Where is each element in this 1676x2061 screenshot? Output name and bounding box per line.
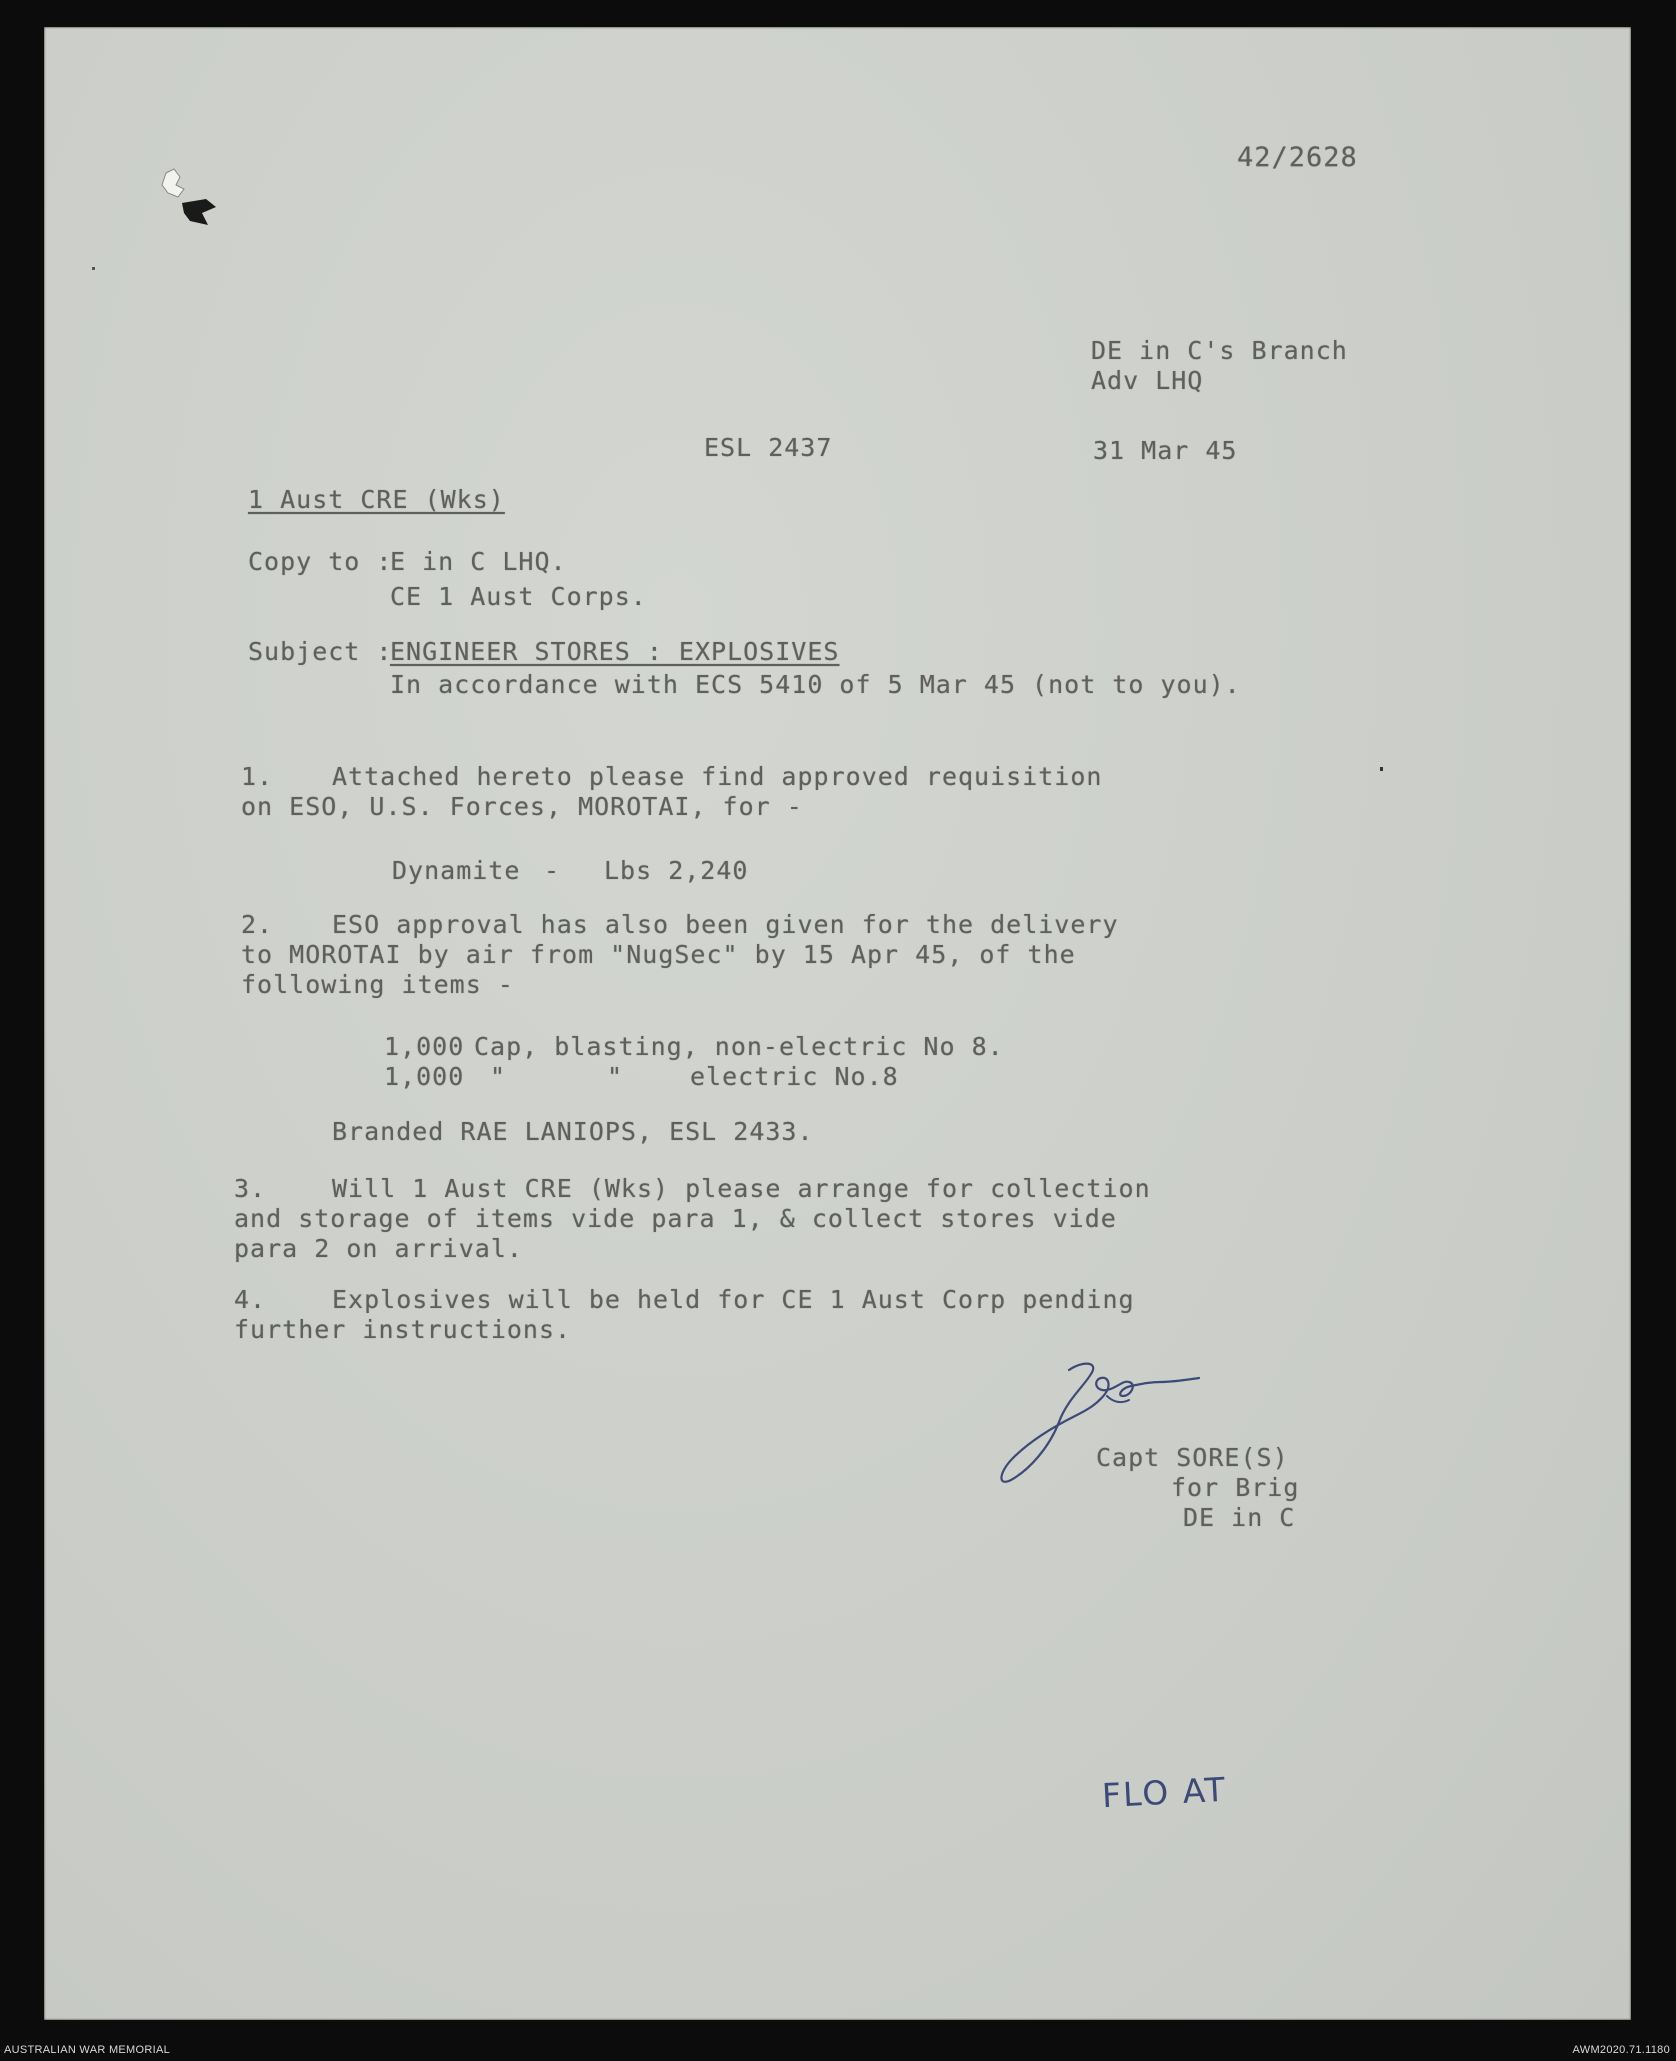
para-2-line-3: following items - (241, 970, 514, 999)
signatory-name: Capt SORE(S) (1096, 1443, 1289, 1472)
item-dynamite-dash: - (544, 856, 561, 885)
document-reference: ESL 2437 (704, 433, 833, 462)
copy-to-recipient-2: CE 1 Aust Corps. (390, 582, 647, 611)
signatory-title: DE in C (1183, 1503, 1296, 1532)
sender-branch: DE in C's Branch (1091, 336, 1348, 365)
para-4-line-1: Explosives will be held for CE 1 Aust Corp pending (332, 1285, 1135, 1314)
ink-speck (1380, 767, 1383, 771)
item-caps-electric-quantity: 1,000 (384, 1062, 465, 1091)
copy-to-label: Copy to : (248, 547, 393, 576)
item-caps-nonelectric-description: Cap, blasting, non-electric No 8. (474, 1032, 1004, 1061)
para-3-line-1: Will 1 Aust CRE (Wks) please arrange for collection (332, 1174, 1151, 1203)
branding-line: Branded RAE LANIOPS, ESL 2433. (332, 1117, 814, 1146)
ink-speck (92, 267, 95, 270)
document-date: 31 Mar 45 (1093, 436, 1238, 465)
para-4-number: 4. (234, 1285, 267, 1314)
item-dynamite-quantity: Lbs 2,240 (604, 856, 749, 885)
item-caps-electric-ditto-1: " (490, 1062, 507, 1091)
subject-reference: In accordance with ECS 5410 of 5 Mar 45 (not to you). (390, 670, 1241, 699)
para-3-number: 3. (234, 1174, 267, 1203)
para-2-line-1: ESO approval has also been given for the delivery (332, 910, 1119, 939)
footer-institution: AUSTRALIAN WAR MEMORIAL (4, 2044, 171, 2056)
para-1-line-2: on ESO, U.S. Forces, MOROTAI, for - (241, 792, 803, 821)
subject-title: ENGINEER STORES : EXPLOSIVES (390, 637, 840, 666)
file-reference: 42/2628 (1237, 142, 1358, 173)
addressee: 1 Aust CRE (Wks) (248, 485, 505, 514)
para-4-line-2: further instructions. (234, 1315, 572, 1344)
sender-hq: Adv LHQ (1091, 366, 1204, 395)
para-3-line-2: and storage of items vide para 1, & collect stores vide (234, 1204, 1117, 1233)
para-2-number: 2. (241, 910, 274, 939)
para-1-number: 1. (241, 762, 274, 791)
subject-label: Subject : (248, 637, 393, 666)
footer-accession-number: AWM2020.71.1180 (1572, 2044, 1670, 2056)
item-caps-electric-description: electric No.8 (690, 1062, 899, 1091)
item-caps-electric-ditto-2: " (607, 1062, 624, 1091)
para-3-line-3: para 2 on arrival. (234, 1234, 523, 1263)
item-dynamite-name: Dynamite (392, 856, 521, 885)
punch-hole (154, 167, 234, 237)
document-page (44, 27, 1631, 2020)
copy-to-recipient-1: E in C LHQ. (390, 547, 567, 576)
para-1-line-1: Attached hereto please find approved requisition (332, 762, 1103, 791)
handwritten-annotation: FLO AT (1101, 1769, 1228, 1816)
item-caps-nonelectric-quantity: 1,000 (384, 1032, 465, 1061)
para-2-line-2: to MOROTAI by air from "NugSec" by 15 Apr 45, of the (241, 940, 1076, 969)
signatory-capacity: for Brig (1171, 1473, 1300, 1502)
